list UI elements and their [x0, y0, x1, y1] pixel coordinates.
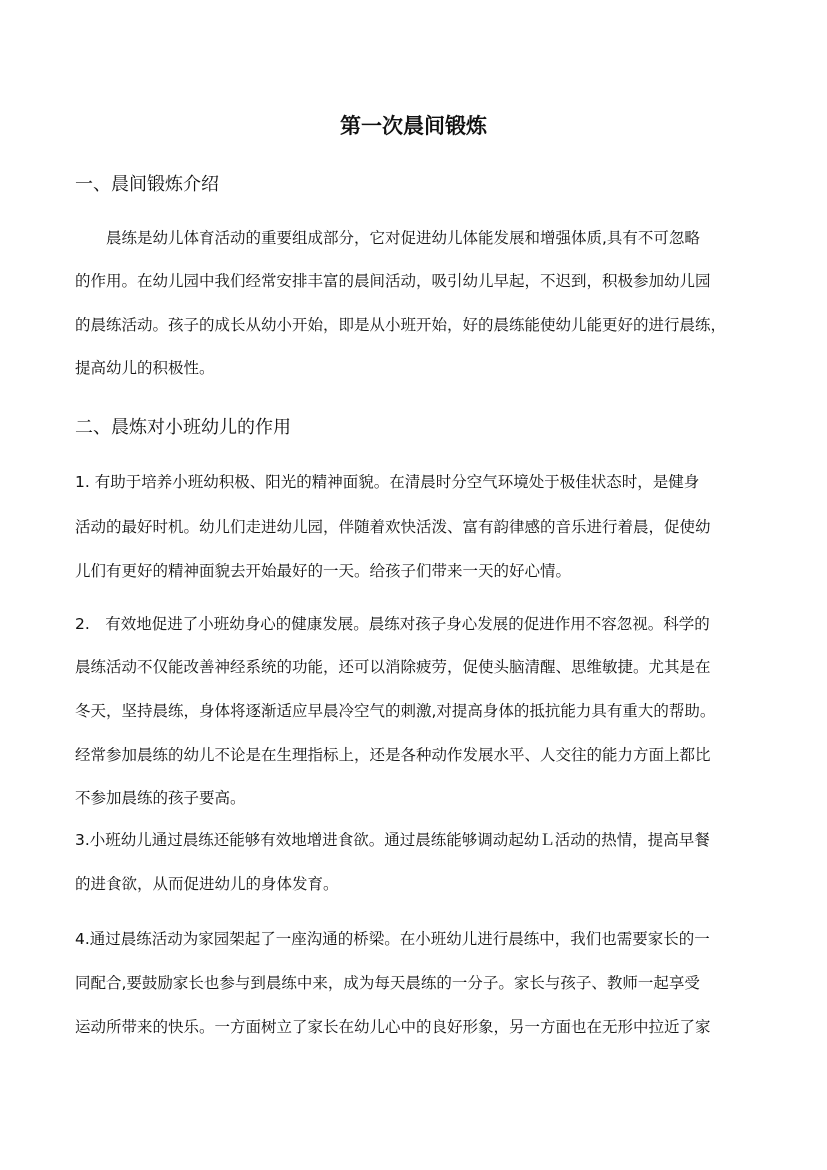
- paragraph-line: 的作用。在幼儿园中我们经常安排丰富的晨间活动，吸引幼儿早起，不迟到，积极参加幼儿园: [75, 272, 711, 290]
- paragraph-line: 不参加晨练的孩子要高。: [75, 789, 246, 807]
- section-heading-effects: 二、晨炼对小班幼儿的作用: [75, 417, 291, 438]
- page-title: 第一次晨间锻炼: [340, 114, 487, 138]
- section-heading-intro: 一、晨间锻炼介绍: [75, 174, 219, 195]
- paragraph-line: 经常参加晨练的幼儿不论是在生理指标上，还是各种动作发展水平、人交往的能力方面上都比: [75, 746, 711, 764]
- paragraph-line: 2. 有效地促进了小班幼身心的健康发展。晨练对孩子身心发展的促进作用不容忽视。科学的: [75, 615, 710, 633]
- paragraph-line: 儿们有更好的精神面貌去开始最好的一天。给孩子们带来一天的好心情。: [75, 562, 572, 580]
- paragraph-line: 活动的最好时机。幼儿们走进幼儿园，伴随着欢快活泼、富有韵律感的音乐进行着晨，促使幼: [75, 518, 711, 536]
- paragraph-line: 运动所带来的快乐。一方面树立了家长在幼儿心中的良好形象，另一方面也在无形中拉近了家: [75, 1018, 711, 1036]
- paragraph-line: 的晨练活动。孩子的成长从幼小开始，即是从小班开始，好的晨练能使幼儿能更好的进行晨练，: [75, 316, 727, 334]
- paragraph-line: 4.通过晨练活动为家园架起了一座沟通的桥梁。在小班幼儿进行晨练中，我们也需要家长的一: [75, 930, 710, 948]
- paragraph-line: 晨练是幼儿体育活动的重要组成部分，它对促进幼儿体能发展和增强体质,具有不可忽略: [75, 229, 700, 247]
- paragraph-line: 1. 有助于培养小班幼积极、阳光的精神面貌。在清晨时分空气环境处于极佳状态时，是健身: [75, 473, 700, 491]
- paragraph-line: 同配合,要鼓励家长也参与到晨练中来，成为每天晨练的一分子。家长与孩子、教师一起享受: [75, 974, 700, 992]
- paragraph-line: 3.小班幼儿通过晨练还能够有效地增进食欲。通过晨练能够调动起幼Ｌ活动的热情，提高早餐: [75, 831, 710, 849]
- paragraph-line: 晨练活动不仅能改善神经系统的功能，还可以消除疲劳，促使头脑清醒、思维敏捷。尤其是在: [75, 658, 711, 676]
- paragraph-line: 提高幼儿的积极性。: [75, 359, 215, 377]
- paragraph-line: 冬天，坚持晨练，身体将逐渐适应早晨冷空气的刺激,对提高身体的抵抗能力具有重大的帮助。: [75, 702, 716, 720]
- paragraph-line: 的进食欲，从而促进幼儿的身体发育。: [75, 875, 339, 893]
